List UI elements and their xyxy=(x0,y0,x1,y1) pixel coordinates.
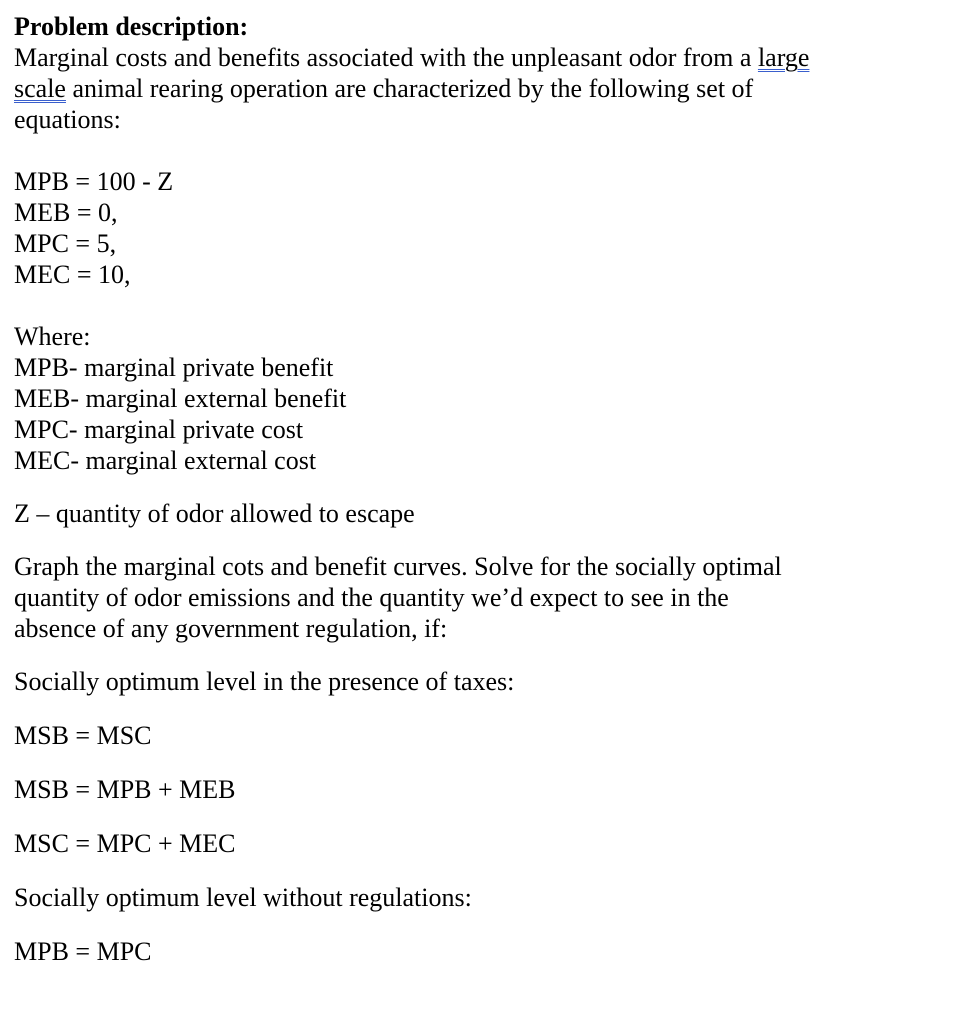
equation-mpb-mpc: MPB = MPC xyxy=(14,937,152,966)
intro-line-2 xyxy=(14,73,934,104)
definition-mpc: MPC- marginal private cost xyxy=(14,415,304,444)
definition-mpb: MPB- marginal private benefit xyxy=(14,353,334,382)
definition-mec: MEC- marginal external cost xyxy=(14,446,317,475)
spellcheck-word-large: large xyxy=(757,43,810,72)
intro-line-1-text: Marginal costs and benefits associated with the unpleasant odor from a xyxy=(14,43,758,72)
equation-msb-msc: MSB = MSC xyxy=(14,721,152,750)
task-line-2: quantity of odor emissions and the quantity we’d expect to see in the xyxy=(14,583,729,612)
equation-mpb: MPB = 100 - Z xyxy=(14,167,174,196)
equation-mpc: MPC = 5, xyxy=(14,229,117,258)
without-regulations-label: Socially optimum level without regulations: xyxy=(14,883,472,912)
equation-mec: MEC = 10, xyxy=(14,260,131,289)
definition-z: Z – quantity of odor allowed to escape xyxy=(14,499,415,528)
intro-line-2-text: animal rearing operation are characterized by the following set of xyxy=(65,74,754,103)
document-page xyxy=(14,11,934,967)
problem-heading: Problem description: xyxy=(14,12,249,41)
spellcheck-word-scale: scale xyxy=(14,74,66,103)
intro-line-1 xyxy=(14,42,934,73)
task-line-1: Graph the marginal cots and benefit curves. Solve for the socially optimal xyxy=(14,552,782,581)
task-line-3: absence of any government regulation, if: xyxy=(14,614,448,643)
task-paragraph xyxy=(14,551,934,644)
with-taxes-label: Socially optimum level in the presence of taxes: xyxy=(14,667,515,696)
equation-meb: MEB = 0, xyxy=(14,198,118,227)
where-label: Where: xyxy=(14,322,91,351)
intro-line-3: equations: xyxy=(14,105,121,134)
definitions-block xyxy=(14,321,934,476)
equation-msb-sum: MSB = MPB + MEB xyxy=(14,775,236,804)
equation-list xyxy=(14,166,934,290)
equation-msc-sum: MSC = MPC + MEC xyxy=(14,829,236,858)
definition-meb: MEB- marginal external benefit xyxy=(14,384,347,413)
intro-paragraph xyxy=(14,42,934,135)
